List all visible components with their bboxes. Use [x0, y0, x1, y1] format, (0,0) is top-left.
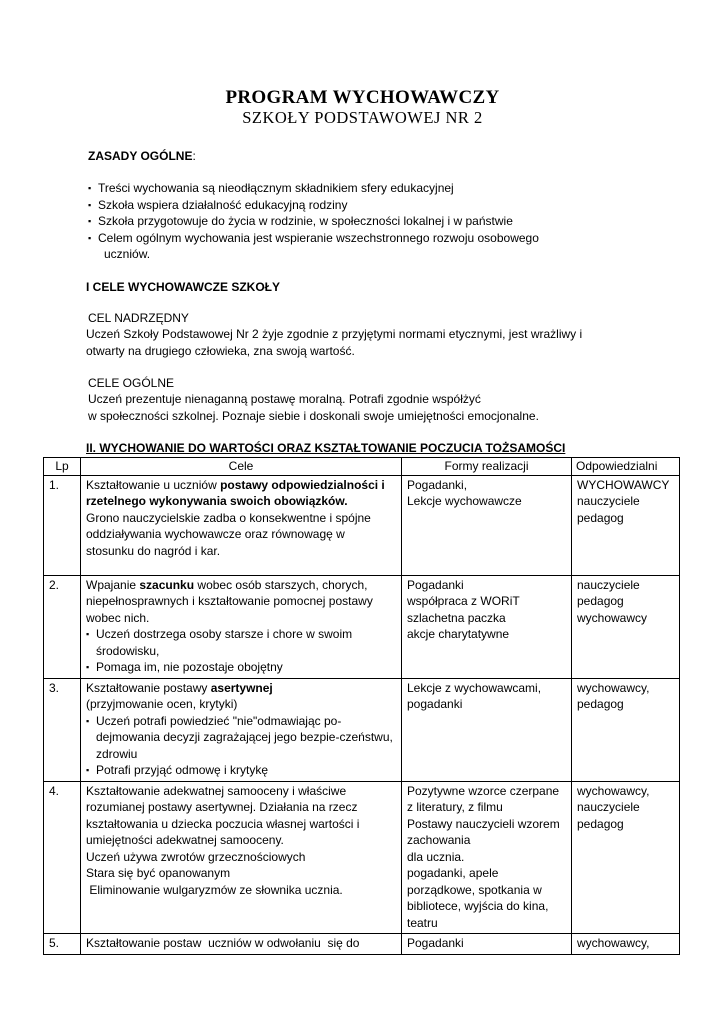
goal-text: Kształtowanie postawy: [86, 680, 211, 695]
cele-ogolne-text-line2: w społeczności szkolnej. Poznaje siebie i doskonali swoje umiejętności emocjonalne.: [88, 409, 539, 423]
zasady-heading-text: ZASADY OGÓLNE: [88, 149, 193, 163]
zasady-list-continuation: uczniów.: [104, 247, 151, 261]
list-item: ▪ Treści wychowania są nieodłącznym składnikiem sfery edukacyjnej: [86, 180, 539, 197]
row-goals: [81, 781, 402, 934]
responsible-item: wychowawcy: [577, 610, 648, 625]
list-item: ▪ Uczeń dostrzega osoby starsze i chore w swoim środowisku,: [86, 626, 396, 659]
table-row: [44, 678, 680, 781]
form-item: szlachetna paczka: [407, 610, 506, 625]
goal-text-bold: postawy odpowiedzialności i rzetelnego wykonywania swoich obowiązków.: [86, 477, 385, 508]
row-goals: [81, 475, 402, 575]
list-item: ▪ Szkoła przygotowuje do życia w rodzinie, w społeczności lokalnej i w państwie: [86, 213, 539, 230]
zasady-heading: [88, 148, 196, 165]
table-row: [44, 781, 680, 934]
page-title: PROGRAM WYCHOWAWCZY: [225, 87, 500, 108]
list-item: ▪ Uczeń potrafi powiedzieć "nie"odmawiając po-dejmowania decyzji zagrażającej jego bezpie-czeństwu, zdrowiu: [86, 713, 396, 763]
list-item: ▪ Celem ogólnym wychowania jest wspieranie wszechstronnego rozwoju osobowego: [86, 230, 539, 247]
row-number: 3.: [44, 678, 81, 781]
goal-text: Kształtowanie adekwatnej samooceny i właściwe: [86, 783, 347, 798]
cel-nadrzedny-label: CEL NADRZĘDNY: [88, 311, 189, 325]
goal-text: (przyjmowanie ocen, krytyki): [86, 697, 238, 711]
row-responsible: [572, 678, 680, 781]
form-item: bibliotece, wyjścia do kina,: [407, 899, 549, 913]
goal-text: umiejętności adekwatnej samooceny.: [86, 833, 284, 847]
row-number: 5.: [44, 934, 81, 955]
form-item: Pozytywne wzorce czerpane: [407, 783, 560, 798]
goal-text: Wpajanie: [86, 577, 140, 592]
responsible-item: wychowawcy,: [577, 783, 650, 798]
form-item: akcje charytatywne: [407, 627, 510, 641]
row-forms: [402, 475, 572, 575]
form-item: dla ucznia.: [407, 849, 465, 864]
list-item: ▪ Potrafi przyjąć odmowę i krytykę: [86, 762, 396, 779]
form-item: pogadanki: [407, 697, 463, 711]
cel-nadrzedny-text-line1: Uczeń Szkoły Podstawowej Nr 2 żyje zgodnie z przyjętymi normami etycznymi, jest wrażliwy i: [86, 327, 583, 341]
row-forms: [402, 575, 572, 678]
goal-bullets: [86, 626, 396, 676]
cele-ogolne-label: CELE OGÓLNE: [88, 376, 175, 390]
zasady-heading-colon: :: [192, 149, 196, 163]
goal-text-bold: szacunku: [139, 577, 195, 592]
form-item: współpraca z WORiT: [407, 594, 520, 608]
row-number: 4.: [44, 781, 81, 934]
list-item: ▪ Pomaga im, nie pozostaje obojętny: [86, 659, 396, 676]
goal-text: rozumianej postawy asertywnej. Działania na rzecz: [86, 800, 358, 814]
row-responsible: [572, 575, 680, 678]
form-item: porządkowe, spotkania w: [407, 882, 542, 897]
responsible-item: pedagog: [577, 816, 624, 831]
row-forms: [402, 781, 572, 934]
row-goals: [81, 678, 402, 781]
goal-text: kształtowania u dziecka poczucia własnej wartości i: [86, 816, 360, 831]
goal-text: Uczeń używa zwrotów grzecznościowych: [86, 849, 306, 864]
row-goals: [81, 575, 402, 678]
table-row: [44, 575, 680, 678]
form-item: pogadanki, apele: [407, 866, 499, 880]
list-item: ▪ Szkoła wspiera działalność edukacyjną rodziny: [86, 197, 539, 214]
table-row: [44, 934, 680, 955]
table-row: [44, 475, 680, 575]
responsible-item: wychowawcy,: [577, 680, 650, 695]
responsible-item: pedagog: [577, 510, 624, 525]
responsible-item: pedagog: [577, 697, 624, 711]
row-goals: Kształtowanie postaw uczniów w odwołaniu się do: [81, 934, 402, 955]
row-forms: Pogadanki: [402, 934, 572, 955]
page-subtitle: SZKOŁY PODSTAWOWEJ NR 2: [242, 108, 483, 127]
row-forms: [402, 678, 572, 781]
row-responsible: [572, 781, 680, 934]
responsible-item: nauczyciele: [577, 577, 640, 592]
goal-text: Stara się być opanowanym: [86, 866, 231, 880]
table-header-row: [44, 458, 680, 476]
goal-text: Eliminowanie wulgaryzmów ze słownika ucznia.: [86, 882, 343, 897]
form-item: zachowania: [407, 833, 471, 847]
goal-text-bold: asertywnej: [210, 680, 273, 695]
cele-ogolne-text-line1: Uczeń prezentuje nienaganną postawę moralną. Potrafi zgodnie współżyć: [88, 392, 481, 406]
row-responsible: wychowawcy,: [572, 934, 680, 955]
column-header-odpowiedzialni: Odpowiedzialni: [572, 458, 680, 476]
zasady-list: [86, 180, 539, 246]
row-number: 1.: [44, 475, 81, 575]
form-item: teatru: [407, 915, 438, 930]
goals-table: [43, 457, 680, 955]
section1-heading: I CELE WYCHOWAWCZE SZKOŁY: [86, 280, 280, 294]
responsible-item: nauczyciele: [577, 800, 640, 814]
form-item: z literatury, z filmu: [407, 800, 503, 814]
column-header-lp: Lp: [44, 458, 81, 476]
row-number: 2.: [44, 575, 81, 678]
cel-nadrzedny-text-line2: otwarty na drugiego człowieka, zna swoją wartość.: [86, 344, 355, 358]
responsible-item: nauczyciele: [577, 494, 640, 508]
section2-heading: II. WYCHOWANIE DO WARTOŚCI ORAZ KSZTAŁTOWANIE POCZUCIA TOŻSAMOŚCI: [86, 441, 566, 455]
goal-text: Grono nauczycielskie zadba o konsekwentne i spójne oddziaływania wychowawcze oraz równowagę w stosunku do nagród i kar.: [86, 510, 371, 558]
column-header-formy: Formy realizacji: [402, 458, 572, 476]
responsible-item: pedagog: [577, 594, 624, 608]
goal-text: wobec osób starszych, chorych, niepełnosprawnych i kształtowanie pomocnej postawy wobec nich.: [86, 577, 373, 625]
goal-text: Kształtowanie u uczniów: [86, 477, 221, 492]
row-responsible: [572, 475, 680, 575]
form-item: Postawy nauczycieli wzorem: [407, 816, 560, 831]
form-item: Pogadanki: [407, 577, 464, 592]
form-item: Lekcje z wychowawcami,: [407, 680, 542, 695]
form-item: Lekcje wychowawcze: [407, 494, 522, 508]
form-item: Pogadanki,: [407, 477, 468, 492]
goal-bullets: [86, 713, 396, 779]
column-header-cele: Cele: [81, 458, 402, 476]
responsible-item: WYCHOWAWCY: [577, 477, 670, 492]
